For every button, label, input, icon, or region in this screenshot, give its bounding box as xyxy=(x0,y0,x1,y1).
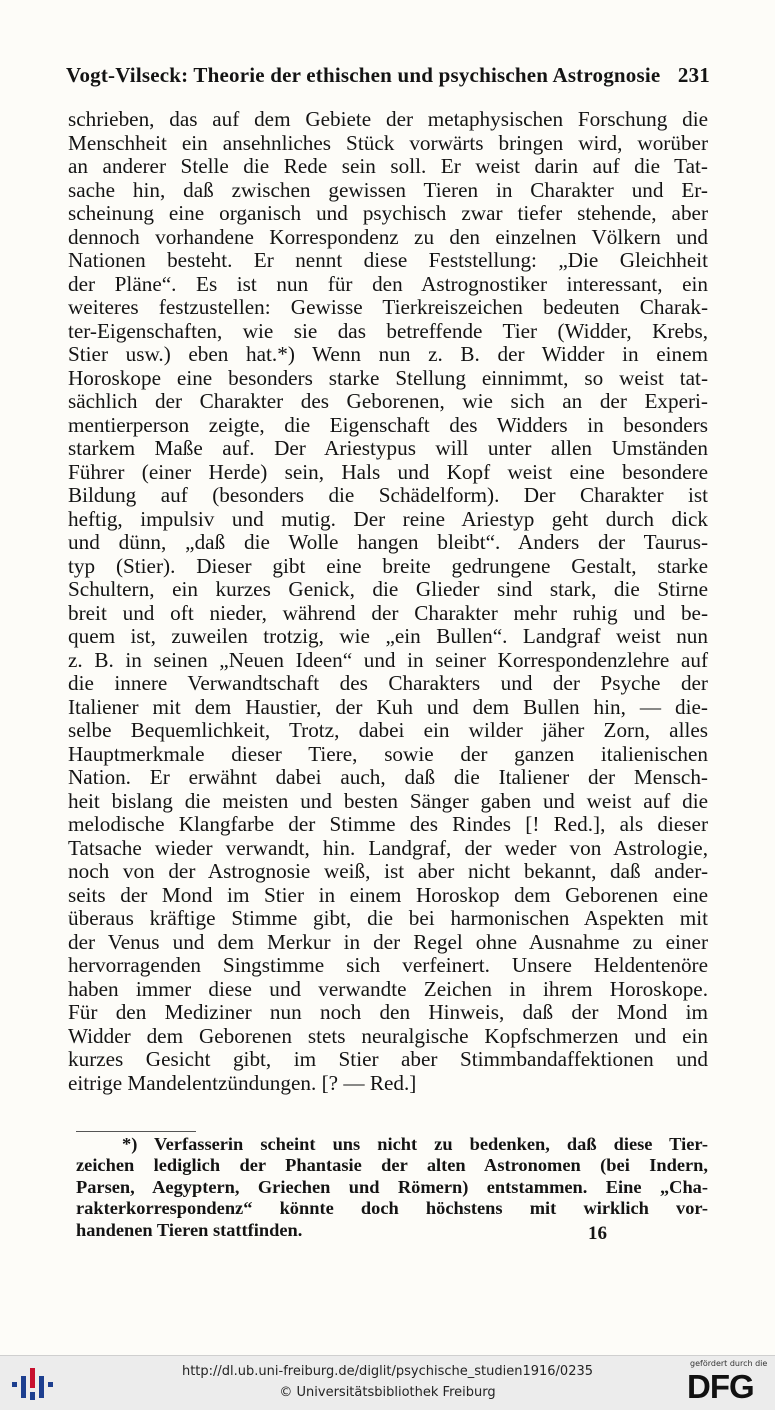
body-line: Nationen besteht. Er nennt diese Feststellung: „Die Gleichheit xyxy=(68,248,708,272)
body-line: Italiener mit dem Haustier, der Kuh und dem Bullen hin, — die- xyxy=(68,694,708,719)
body-line: z. B. in seinen „Neuen Ideen“ und in seiner Korrespondenzlehre auf xyxy=(68,647,708,672)
body-line: Nation. Er erwähnt dabei auch, daß die Italiener der Mensch- xyxy=(68,765,708,789)
body-line: typ (Stier). Dieser gibt eine breite gedrungene Gestalt, starke xyxy=(68,553,708,578)
header-page-number: 231 xyxy=(677,63,710,87)
running-title: Vogt-Vilseck: Theorie der ethischen und psychischen Astrognosie xyxy=(66,63,661,87)
body-line: seits der Mond im Stier in einem Horoskop dem Geborenen eine xyxy=(68,882,708,907)
body-line: eitrige Mandelentzündungen. [? — Red.] xyxy=(68,1070,417,1095)
body-line: der Venus und dem Merkur in der Regel ohne Ausnahme zu einer xyxy=(68,929,708,954)
body-line: selbe Bequemlichkeit, Trotz, dabei ein wilder jäher Zorn, alles xyxy=(68,718,708,742)
body-line: Hauptmerkmale dieser Tiere, sowie der ganzen italienischen xyxy=(68,741,708,766)
dfg-logo[interactable]: DFG xyxy=(687,1368,754,1405)
body-line: und dünn, „daß die Wolle hangen bleibt“. Anders der Taurus- xyxy=(68,530,708,554)
body-line: der Pläne“. Es ist nun für den Astrognostiker interessant, ein xyxy=(68,271,708,296)
body-line: Für den Mediziner nun noch den Hinweis, daß der Mond im xyxy=(68,1000,708,1024)
body-line: Stier usw.) eben hat.*) Wenn nun z. B. der Widder in einem xyxy=(68,342,708,366)
body-line: scheinung eine organisch und psychisch zwar tiefer stehende, aber xyxy=(68,201,708,225)
body-line: Führer (einer Herde) sein, Hals und Kopf weist eine besondere xyxy=(68,459,708,484)
body-line: dennoch vorhandene Korrespondenz zu den einzelnen Völkern und xyxy=(68,224,708,249)
footnote-line: zeichen lediglich der Phantasie der alten Astronomen (bei Indern, xyxy=(76,1155,708,1176)
body-line: noch von der Astrognosie weiß, ist aber nicht bekannt, daß ander- xyxy=(68,859,708,883)
signature-mark: 16 xyxy=(588,1223,607,1244)
body-line: ter-Eigenschaften, wie sie das betreffende Tier (Widder, Krebs, xyxy=(68,318,708,343)
body-line: breit und oft nieder, während der Charakter mehr ruhig und be- xyxy=(68,600,708,625)
body-text xyxy=(68,108,708,1095)
body-line: haben immer diese und verwandte Zeichen in ihrem Horoskope. xyxy=(68,976,708,1001)
body-line: sächlich der Charakter des Geborenen, wie sich an der Experi- xyxy=(68,389,708,413)
body-line: Horoskope eine besonders starke Stellung einnimmt, so weist tat- xyxy=(68,365,708,390)
body-line: schrieben, das auf dem Gebiete der metaphysischen Forschung die xyxy=(68,107,708,131)
footnote xyxy=(76,1134,708,1241)
body-line: Menschheit ein ansehnliches Stück vorwärts bringen wird, worüber xyxy=(68,130,708,155)
body-line: hervorragenden Singstimme sich verfeinert. Unsere Heldentenöre xyxy=(68,953,708,977)
body-line: quem ist, zuweilen trotzig, wie „ein Bullen“. Landgraf weist nun xyxy=(68,624,708,648)
body-line: überaus kräftige Stimme gibt, die bei harmonischen Aspekten mit xyxy=(68,906,708,930)
viewer-footer-bar xyxy=(0,1355,775,1410)
body-line: die innere Verwandtschaft des Charakters und der Psyche der xyxy=(68,671,708,695)
body-line: an anderer Stelle die Rede sein soll. Er weist darin auf die Tat- xyxy=(68,154,708,178)
body-line: weiteres festzustellen: Gewisse Tierkreiszeichen bedeuten Charak- xyxy=(68,295,708,319)
body-line: starkem Maße auf. Der Ariestypus will unter allen Umständen xyxy=(68,436,708,460)
footnote-rule xyxy=(76,1131,196,1132)
body-line: melodische Klangfarbe der Stimme des Rindes [! Red.], als dieser xyxy=(68,812,708,836)
running-header xyxy=(66,63,710,88)
body-line: mentierperson zeigte, die Eigenschaft des Widders in besonders xyxy=(68,412,708,437)
body-line: Tatsache wieder verwandt, hin. Landgraf, der weder von Astrologie, xyxy=(68,835,708,860)
body-line: kurzes Gesicht gibt, im Stier aber Stimmbandaffektionen und xyxy=(68,1047,708,1071)
body-line: Schultern, ein kurzes Genick, die Glieder sind stark, die Stirne xyxy=(68,577,708,601)
body-line: sache hin, daß zwischen gewissen Tieren in Charakter und Er- xyxy=(68,177,708,202)
dfg-tagline: gefördert durch die xyxy=(690,1359,768,1368)
body-line: Bildung auf (besonders die Schädelform). Der Charakter ist xyxy=(68,483,708,507)
document-url-link[interactable]: http://dl.ub.uni-freiburg.de/diglit/psychische_studien1916/0235 xyxy=(181,1364,594,1379)
footnote-line: rakterkorrespondenz“ könnte doch höchstens mit wirklich vor- xyxy=(76,1198,708,1219)
body-line: heit bislang die meisten und besten Sänger gaben und weist auf die xyxy=(68,788,708,813)
footnote-line: *) Verfasserin scheint uns nicht zu bedenken, daß diese Tier- xyxy=(122,1134,708,1154)
body-line: heftig, impulsiv und mutig. Der reine Ariestyp geht durch dick xyxy=(68,506,708,531)
copyright-notice: © Universitätsbibliothek Freiburg xyxy=(279,1385,496,1400)
body-line: Widder dem Geborenen stets neuralgische Kopfschmerzen und ein xyxy=(68,1023,708,1048)
footnote-line: Parsen, Aegyptern, Griechen und Römern) entstammen. Eine „Cha- xyxy=(76,1176,708,1197)
footnote-line: handenen Tieren stattfinden. xyxy=(76,1219,303,1240)
